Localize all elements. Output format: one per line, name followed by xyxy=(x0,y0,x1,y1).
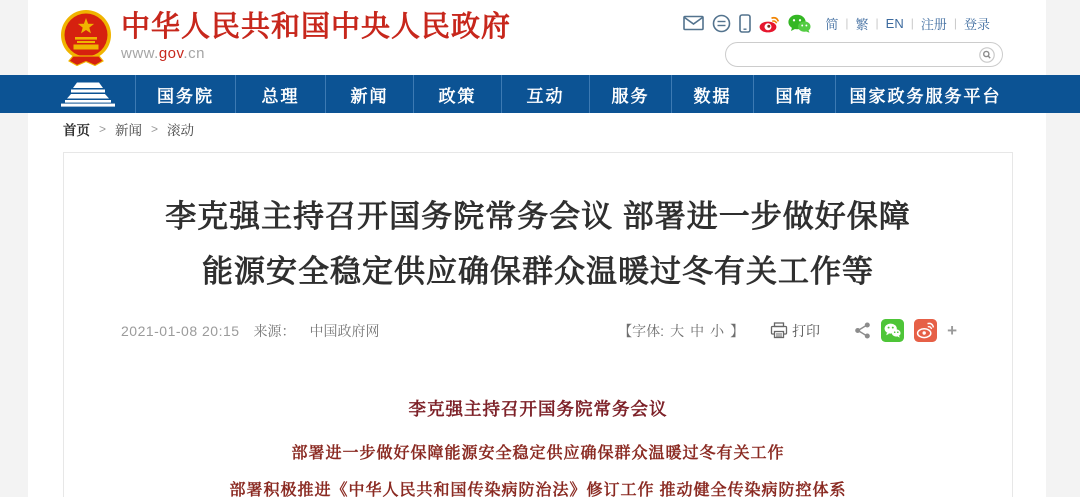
nav-item-national-conditions[interactable]: 国情 xyxy=(753,75,835,113)
site-url-gov: gov xyxy=(158,45,184,62)
national-emblem-logo xyxy=(58,8,114,68)
nav-item-policy[interactable]: 政策 xyxy=(413,75,501,113)
site-url-www: www. xyxy=(121,45,159,62)
article-body xyxy=(64,396,1012,497)
printer-icon xyxy=(770,322,788,339)
search-box xyxy=(725,42,1003,67)
breadcrumb-rolling[interactable]: 滚动 xyxy=(167,123,195,138)
article-meta xyxy=(64,319,1012,342)
login-link[interactable]: 登录 xyxy=(963,16,990,32)
print-label: 打印 xyxy=(792,322,821,339)
font-size-small[interactable]: 小 xyxy=(710,322,725,339)
nav-home-button[interactable] xyxy=(40,75,135,113)
register-link[interactable]: 注册 xyxy=(920,16,947,32)
article-title-line2: 能源安全稳定供应确保群众温暖过冬有关工作等 xyxy=(202,254,874,289)
lang-simplified-link[interactable]: 简 xyxy=(825,16,839,32)
tiananmen-icon xyxy=(58,81,118,107)
body-line: 李克强主持召开国务院常务会议 xyxy=(408,399,668,419)
font-control-suffix: 】 xyxy=(730,322,745,339)
share-weibo-icon[interactable] xyxy=(914,319,937,342)
article-meta-left xyxy=(121,321,380,341)
search-icon xyxy=(979,47,995,63)
breadcrumb-news[interactable]: 新闻 xyxy=(115,123,143,138)
header-quick-links xyxy=(825,14,990,33)
nav-item-services[interactable]: 服务 xyxy=(589,75,671,113)
source-label: 来源： xyxy=(253,322,296,339)
breadcrumb xyxy=(63,119,194,139)
divider: | xyxy=(910,16,914,30)
breadcrumb-separator: > xyxy=(151,122,159,136)
site-header xyxy=(28,0,1046,75)
lang-traditional-link[interactable]: 繁 xyxy=(855,16,869,32)
search-input[interactable] xyxy=(726,44,976,65)
brand-text xyxy=(121,11,511,62)
share-icon[interactable] xyxy=(854,322,871,339)
font-size-large[interactable]: 大 xyxy=(670,322,685,339)
share-more-button[interactable]: + xyxy=(947,321,957,340)
site-url-cn: .cn xyxy=(183,45,205,62)
article-title xyxy=(64,153,1012,299)
wechat-icon[interactable] xyxy=(788,14,811,33)
nav-item-premier[interactable]: 总理 xyxy=(235,75,325,113)
mobile-icon[interactable] xyxy=(739,14,751,33)
article-container xyxy=(63,152,1013,497)
weibo-icon[interactable] xyxy=(759,14,780,33)
divider: | xyxy=(875,16,879,30)
mail-icon[interactable] xyxy=(683,15,704,31)
nav-item-gov-service-platform[interactable]: 国家政务服务平台 xyxy=(835,75,1015,113)
nav-item-interaction[interactable]: 互动 xyxy=(501,75,589,113)
lang-english-link[interactable]: EN xyxy=(885,15,904,31)
article-title-line1: 李克强主持召开国务院常务会议 部署进一步做好保障 xyxy=(165,199,911,234)
breadcrumb-separator: > xyxy=(99,122,107,136)
main-nav xyxy=(0,75,1080,113)
nav-item-news[interactable]: 新闻 xyxy=(325,75,413,113)
font-control-prefix: 【字体: xyxy=(618,322,665,339)
body-line: 部署进一步做好保障能源安全稳定供应确保群众温暖过冬有关工作 xyxy=(291,445,785,462)
share-wechat-icon[interactable] xyxy=(881,319,904,342)
site-url[interactable] xyxy=(121,45,511,62)
nav-item-data[interactable]: 数据 xyxy=(671,75,753,113)
search-button[interactable] xyxy=(976,44,998,66)
print-button[interactable] xyxy=(770,321,820,341)
font-size-medium[interactable]: 中 xyxy=(690,322,705,339)
article-meta-right xyxy=(618,319,957,342)
site-title: 中华人民共和国中央人民政府 xyxy=(121,11,512,43)
font-size-control xyxy=(618,321,744,341)
publish-date: 2021-01-08 20:15 xyxy=(121,322,240,339)
divider: | xyxy=(953,16,957,30)
source-name[interactable]: 中国政府网 xyxy=(309,322,380,339)
breadcrumb-home[interactable]: 首页 xyxy=(63,123,90,138)
body-line: 部署积极推进《中华人民共和国传染病防治法》修订工作 推动健全传染病防控体系 xyxy=(229,482,847,497)
divider: | xyxy=(845,16,849,30)
nav-item-state-council[interactable]: 国务院 xyxy=(135,75,235,113)
header-quick-row xyxy=(683,13,990,33)
message-icon[interactable] xyxy=(712,14,731,33)
